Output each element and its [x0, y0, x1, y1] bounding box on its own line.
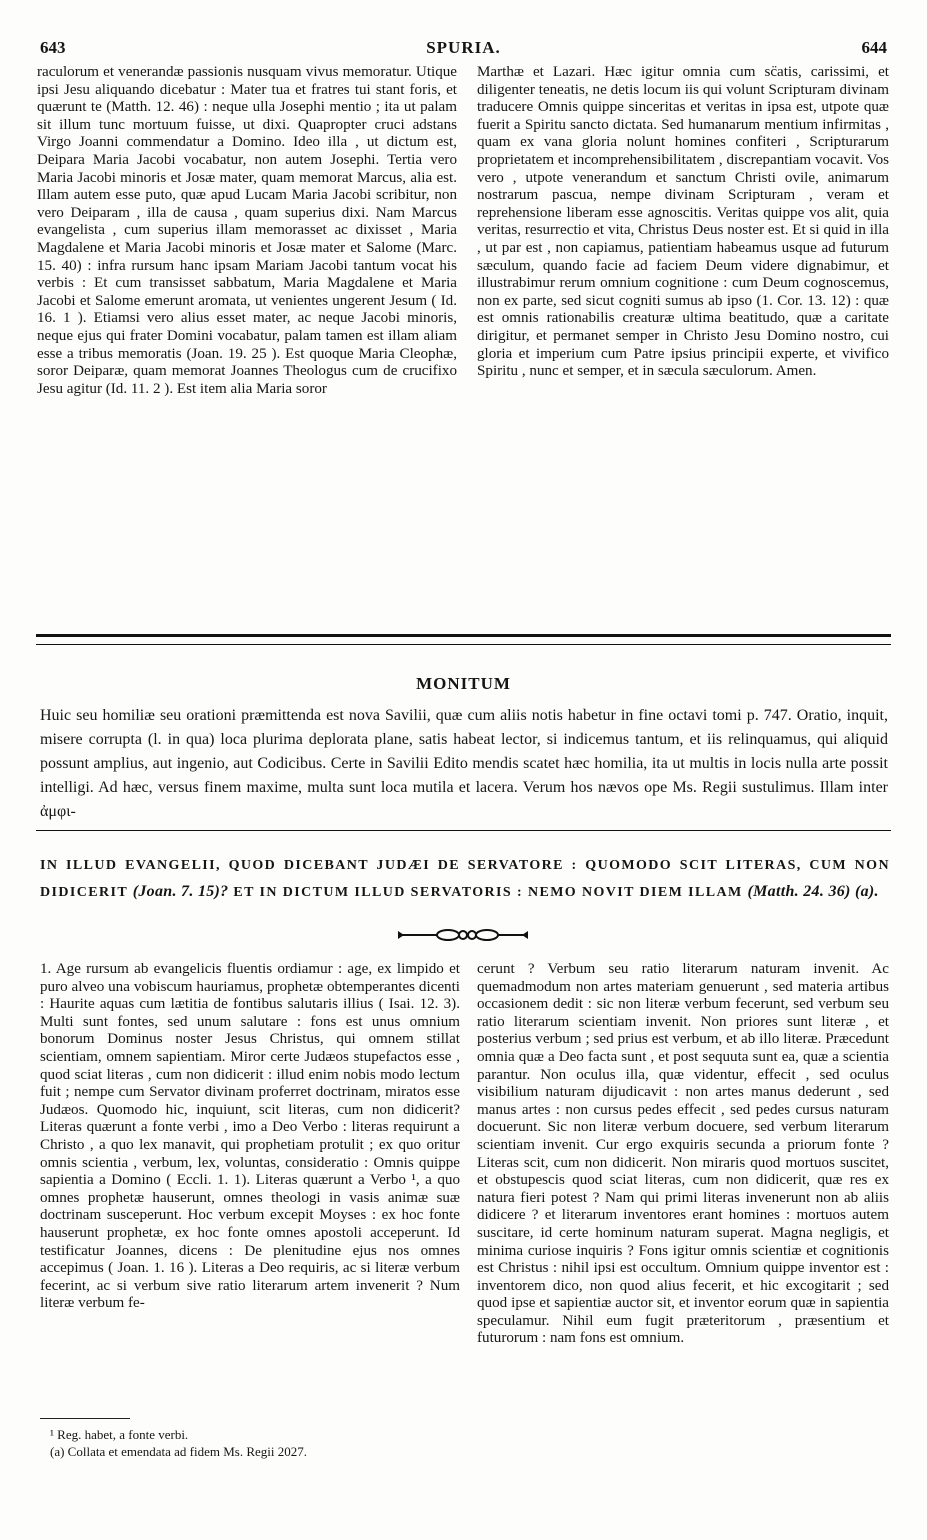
- running-title: SPURIA.: [426, 38, 501, 57]
- monitum-rule: [36, 830, 891, 831]
- top-right-text: Marthæ et Lazari. Hæc igitur omnia cum sc̈atis, carissimi, et diligenter teneatis, ne detis locum iis qui volunt Scripturam divinam traducere Omnis quippe sinceritas et veritas in ipsa est, utpote quæ fuerit a Spiritu sancto dictata. Sed humanarum mentium infirmitas , quam ex vana gloria nolunt homines confiteri , Scripturarum proprietatem et incomprehensibilitatem , discrepantiam vocavit. Vos vero , utpote venerandum et sanctum Christi ovile, animarum nostrarum pascua, nempe divinam Scripturam , veram et reprehensione liberam esse agnoscitis. Veritas quippe vos alit, quia veritas, resurrectio et vita, Christus Deus noster est. Et si quid in illa , ut par est , non capiamus, patientiam habeamus usque ad futurum sæculum, quando facie ad faciem Deum videre dignabimur, et illustrabimur rerum omnium cognitione : cum Deum cognoscemus, non ex parte, sed sicut cogniti sumus ab ipso (1. Cor. 13. 12) : quæ est omnis rationabilis creaturæ ultima beatitudo, quæ a caritate dirigitur, et permanet semper in Christo Jesu Domino nostro, cui gloria et imperium cum Patre ipsius principii experte, et vivifico Spiritu , nunc et semper, et in sæcula sæculorum. Amen.: [477, 64, 889, 380]
- ornament-icon: [398, 928, 528, 942]
- top-left-column: [37, 64, 457, 398]
- footnote-a: (a) Collata et emendata ad fidem Ms. Regii 2027.: [50, 1444, 308, 1459]
- heading-ref-2: (Matth. 24. 36) (a).: [747, 883, 879, 900]
- heading-ref-1: (Joan. 7. 15)?: [132, 883, 229, 900]
- left-page-number: 643: [40, 38, 66, 57]
- bottom-left-text: 1. Age rursum ab evangelicis fluentis ordiamur : age, ex limpido et puro alveo una vobiscum hauriamus, prophetæ obtemperantes dicenti : Haurite aquas cum lætitia de fontibus salutaris illius ( Isai. 12. 3). Multi sunt fontes, sed unum salutare : fons est unus omnium bonorum Dominus noster Jesus Christus, qui omnem stillat scientiam, omnem sapientiam. Miror certe Judæos stupefactos esse , quod sciat literas , cum non didicerit : illud enim nobis modo lectum fuit ; nempe cum Servator divinam proferret doctrinam, miratos esse Judæos. Quomodo hic, inquiunt, scit literas, cum non didicerit? Literas quærunt a fonte verbi , imo a Deo Verbo : literas requirunt a Christo , a quo lex manavit, qui prophetiam protulit ; ex quo oritur omnis scientia , verbum, lex, voluntas, consideratio : Omnis quippe sapientia a Domino ( Eccli. 1. 1). Literas quærunt a Verbo ¹, a quo omnes prophetæ hauserunt, omnes theologi in vasis animæ suæ doctrinam susceperunt. Hoc verbum excepit Moyses : ex hoc fonte hauserunt prophetæ, ex hoc fonte omnes apostoli acceperunt. Id testificatur Joannes, dicens : De plenitudine ejus nos omnes accepimus ( Joan. 1. 16 ). Literas a Deo requiris, ac si literæ verbum fecerint, ac si verbum sive ratio literarum artem invenerit ? Num literæ verbum fe-: [40, 961, 460, 1312]
- monitum-block: [40, 704, 888, 824]
- running-header: [40, 38, 887, 62]
- heading-part-2: ET IN DICTUM ILLUD SERVATORIS : NEMO NOVIT DIEM ILLAM: [233, 885, 743, 900]
- monitum-title: MONITUM: [416, 674, 511, 693]
- bottom-right-column: [477, 961, 889, 1348]
- bottom-left-column: [40, 961, 460, 1313]
- footnote-rule: [40, 1418, 130, 1419]
- top-right-column: [477, 64, 889, 381]
- homily-heading: [40, 853, 890, 906]
- top-left-text: raculorum et venerandæ passionis nusquam vivus memoratur. Utique ipsi Jesu aliquando dicebatur : Mater tua et fratres tui stant foris, et quærunt te (Matth. 12. 46) : neque ulla Josephi mentio ; ita ut palam sit illum tunc mortuum fuisse, ut dixi. Quapropter cruci adstans Virgo Joanni commendatur a Domino. Ideo illa , ut dictum est, Deipara Maria Jacobi vocabatur, non autem Josephi. Tertia vero Maria Jacobi minoris et Josæ mater, quam memorat Marcus, alia est. Illam autem esse puto, quæ apud Lucam Maria Jacobi scribitur, non vero Deiparam , illa de causa , quam superius dixi. Nam Marcus evangelista , cum superius illam memorasset ac dixisset , Maria Magdalene et Maria Jacobi minoris et Josæ mater et Salome (Marc. 15. 40) : infra rursum hanc ipsam Mariam Jacobi tantum vocat his verbis : Et cum transisset sabbatum, Maria Magdalene et Maria Jacobi et Salome emerunt aromata, ut venientes ungerent Jesum ( Id. 16. 1 ). Etiamsi vero alius esset mater, ac neque Jacobi minoris, neque ejus qui frater Domini vocabatur, palam tamen est illam aliam esse a tribus memoratis (Joan. 19. 25 ). Est quoque Maria Cleophæ, soror Deiparæ, quam memorat Joannes Theologus cum de crucifixo Jesu agitur (Id. 11. 2 ). Est item alia Maria soror: [37, 64, 457, 397]
- monitum-text: Huic seu homiliæ seu orationi præmittenda est nova Savilii, quæ cum aliis notis habetur in fine octavi tomi p. 747. Oratio, inquit, misere corrupta (l. in qua) loca plurima deplorata plane, satis habeat lector, si indicemus tantum, et iis relinquamus, qui aliquid possunt amplius, aut ingenio, aut Codicibus. Certe in Savilii Edito mendis scatet hæc homilia, ita ut multis in locis nulla arte possit intelligi. Ad hæc, versus finem maxime, multa sunt loca mutila et lacera. Verum hos nævos ope Ms. Regii sustulimus. Illam inter ἀμφι-: [40, 707, 888, 820]
- footnotes: [50, 1426, 460, 1460]
- right-page-number: 644: [861, 38, 887, 57]
- heading-part-1: IN ILLUD EVANGELII, QUOD DICEBANT JUDÆI DE SERVATORE : QUOMODO SCIT LITERAS, CUM NON DIDICERIT: [40, 858, 890, 900]
- section-divider: [36, 634, 891, 645]
- bottom-right-text: cerunt ? Verbum seu ratio literarum naturam invenit. Ac quemadmodum non artes materiam genuerunt , sed materia artibus occasionem dedit : sic non literæ verbum fecerunt, sed verbum seu ratio literarum scientiam invenit. Non priores sunt literæ , et posterius verbum ; sed prius est verbum, et ab illo literæ. Præcedunt omnia quæ a Deo facta sunt , et post sequuta sunt ea, quæ a scientia parantur. Non oculus illa, quæ videntur, effecit , sed oculus visibilium naturam dijudicavit : non artes manus dederunt , sed manus artes : non cursus pedes effecit , sed pedes cursus naturam docuerunt. Sic non literæ verbum docuere, sed verbum literarum scientiam invenit. Cur ergo exquiris secunda a priorum fonte ? Literas scit, cum non didicerit. Non miraris quod mortuos suscitet, et obstupescis quod sciat literas, cum non didicerit, quæ res ex natura fieri potest ? Nam qui primi literas invenerunt non ab aliis didicere ? et literarum inventores erant homines : mortuos autem suscitare, id certe hominum naturam superat. Magna negligis, et minima curiose inquiris ? Fons igitur omnis scientiæ et cognitionis est Christus : nihil ipsi est occultum. Omnium quippe inventor est : inventorem dico, non quod alius fecerit, et hic excogitarit ; sed quod ipse et sapientiæ auctor sit, et inventor eorum quæ in sapientia speculamur. Nihil eum fugit præteritorum , præsentium et futurorum : nam fons est omnium.: [477, 961, 889, 1347]
- footnote-1: ¹ Reg. habet, a fonte verbi.: [50, 1427, 189, 1442]
